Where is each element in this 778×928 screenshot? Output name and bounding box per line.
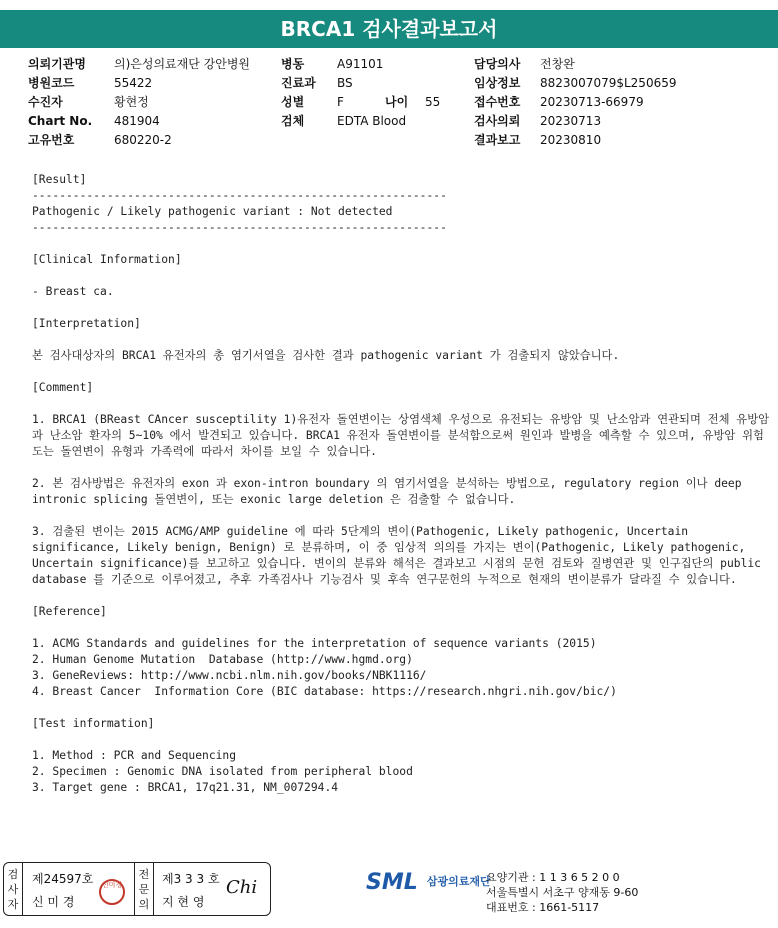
specimen-value: EDTA Blood xyxy=(337,114,407,128)
chart-no-label: Chart No. xyxy=(28,114,93,128)
divider-line: ------------------------------------------------------------- xyxy=(32,221,447,234)
examiner-id: 제24597호 xyxy=(32,872,94,886)
sex-value: F xyxy=(337,95,344,109)
report-body xyxy=(32,172,772,796)
clinical-text: - Breast ca. xyxy=(32,285,114,298)
dept-value: BS xyxy=(337,76,353,90)
comment-3: 3. 검출된 변이는 2015 ACMG/AMP guideline 에 따라 5단계의 변이(Pathogenic, Likely pathogenic, Uncertain significance, Likely benign, Benign) 로 분류하며, 이 중 임상적 의의를 가지는 변이(Pathogenic, Likely pathogenic, Uncertain significance)를 보고하고 있습니다. 변이의 분류와 해석은 결과보고 시점의 문헌 검토와 질병연관 및 인구집단의 public database 를 기준으로 이루어졌고, 추후 가족검사나 기능검사 및 후속 연구문헌의 누적으로 현재의 변이분류가 달라질 수 있습니다. xyxy=(32,525,761,586)
institution-address: 서울특별시 서초구 양재동 9-60 xyxy=(486,886,639,899)
test-info-item: 2. Specimen : Genomic DNA isolated from peripheral blood xyxy=(32,765,413,778)
institution-code: 요양기관 : 1 1 3 6 5 2 0 0 xyxy=(486,871,620,884)
test-info-heading: [Test information] xyxy=(32,717,155,730)
report-date-label: 결과보고 xyxy=(474,133,521,147)
comment-1: 1. BRCA1 (BReast CAncer susceptility 1)유전자 돌연변이는 상염색체 우성으로 유전되는 유방암 및 난소암과 연관되며 전체 유방암과 난소암 환자의 5~10% 에서 발견되고 있습니다. BRCA1 유전자 돌연변이를 분석함으로써 원인과 발병을 예측할 수 있으며, 유방암 위험도는 돌연변이 유형과 가족력에 따라서 차이를 보일 수 있습니다. xyxy=(32,413,770,458)
hospital-label: 의뢰기관명 xyxy=(28,57,86,71)
unique-no-label: 고유번호 xyxy=(28,133,75,147)
specimen-label: 검체 xyxy=(281,114,305,128)
patient-label: 수진자 xyxy=(28,95,63,109)
specialist-name: 지 현 영 xyxy=(162,895,205,909)
comment-2: 2. 본 검사방법은 유전자의 exon 과 exon-intron boundary 의 염기서열을 분석하는 방법으로, regulatory region 이나 deep intronic splicing 돌연변이, 또는 exonic large deletion 은 검출할 수 없습니다. xyxy=(32,477,742,506)
interpretation-heading: [Interpretation] xyxy=(32,317,141,330)
specialist-label: 전문의 xyxy=(134,863,154,915)
institution-phone: 대표번호 : 1661-5117 xyxy=(486,901,600,914)
header-col2 xyxy=(281,57,461,129)
receipt-no-label: 접수번호 xyxy=(474,95,521,109)
hospital-code-label: 병원코드 xyxy=(28,76,75,90)
result-text: Pathogenic / Likely pathogenic variant : Not detected xyxy=(32,205,393,218)
logo-name: 삼광의료재단 xyxy=(426,875,491,888)
ward-value: A91101 xyxy=(337,57,384,71)
stamp-text: 신미경 xyxy=(101,881,123,889)
divider-line: ------------------------------------------------------------- xyxy=(32,189,447,202)
doctor-value: 전창완 xyxy=(540,57,575,71)
reference-item: 2. Human Genome Mutation Database (http://www.hgmd.org) xyxy=(32,653,413,666)
handwritten-signature: Chi xyxy=(226,877,258,898)
report-footer xyxy=(0,848,778,928)
examiner-label: 검사자 xyxy=(4,863,23,915)
receipt-no-value: 20230713-66979 xyxy=(540,95,644,109)
request-date-label: 검사의뢰 xyxy=(474,114,521,128)
chart-no-value: 481904 xyxy=(114,114,160,128)
test-info-item: 3. Target gene : BRCA1, 17q21.31, NM_007294.4 xyxy=(32,781,339,794)
test-info-item: 1. Method : PCR and Sequencing xyxy=(32,749,237,762)
dept-label: 진료과 xyxy=(281,76,316,90)
sex-label: 성별 xyxy=(281,95,305,109)
interpretation-text: 본 검사대상자의 BRCA1 유전자의 총 염기서열을 검사한 결과 pathogenic variant 가 검출되지 않았습니다. xyxy=(32,349,620,362)
ward-label: 병동 xyxy=(281,57,305,71)
request-date-value: 20230713 xyxy=(540,114,602,128)
hospital-value: 의)은성의료재단 강안병원 xyxy=(114,57,251,71)
header-col1 xyxy=(28,57,250,148)
result-heading: [Result] xyxy=(32,173,87,186)
unique-no-value: 680220-2 xyxy=(114,133,172,147)
header-col3 xyxy=(474,57,676,148)
report-date-value: 20230810 xyxy=(540,133,602,147)
specialist-id: 제3 3 3 호 xyxy=(162,872,220,886)
clinical-heading: [Clinical Information] xyxy=(32,253,182,266)
patient-value: 황현정 xyxy=(114,95,149,109)
logo-mark: SML xyxy=(366,870,418,895)
clinical-info-value: 8823007079$L250659 xyxy=(540,76,677,90)
examiner-name: 신 미 경 xyxy=(32,895,75,909)
age-label: 나이 xyxy=(385,95,409,109)
seal-stamp xyxy=(99,879,125,905)
report-title: BRCA1 검사결과보고서 xyxy=(0,10,778,48)
clinical-info-label: 임상정보 xyxy=(474,76,521,90)
reference-heading: [Reference] xyxy=(32,605,107,618)
age-value: 55 xyxy=(425,95,441,109)
signature-box xyxy=(3,862,271,916)
comment-heading: [Comment] xyxy=(32,381,94,394)
doctor-label: 담당의사 xyxy=(474,57,521,71)
reference-item: 3. GeneReviews: http://www.ncbi.nlm.nih.gov/books/NBK1116/ xyxy=(32,669,427,682)
hospital-code-value: 55422 xyxy=(114,76,153,90)
reference-item: 4. Breast Cancer Information Core (BIC database: https://research.nhgri.nih.gov/bic/) xyxy=(32,685,617,698)
institution-info xyxy=(486,870,638,915)
reference-item: 1. ACMG Standards and guidelines for the interpretation of sequence variants (2015) xyxy=(32,637,597,650)
sml-logo xyxy=(366,870,491,895)
